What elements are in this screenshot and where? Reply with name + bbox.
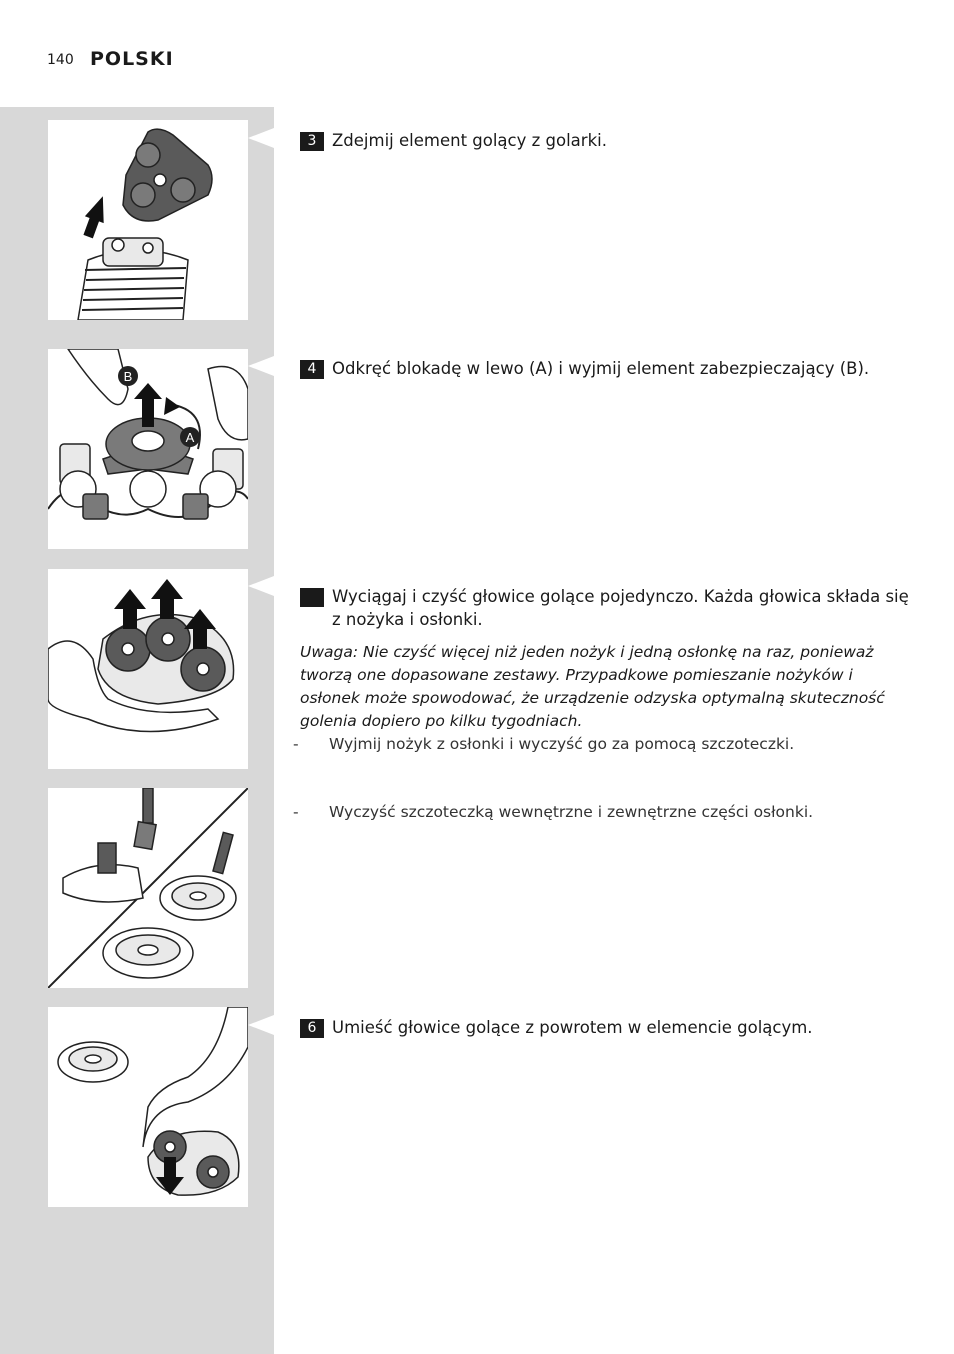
bullet-clean-cutter: [293, 733, 913, 755]
step-6: [300, 1016, 910, 1039]
bullet-clean-guard: [293, 801, 913, 823]
bullet-dash: -: [293, 735, 299, 753]
step-4: [300, 357, 910, 380]
figure-unlock-retaining-frame: [48, 349, 248, 549]
pointer-triangle: [248, 576, 274, 596]
section-language-title: POLSKI: [90, 48, 174, 70]
step-text: Wyciągaj i czyść głowice golące pojedynczo. Każda głowica składa się z nożyka i osłonki.: [332, 587, 909, 629]
step-number: 5: [300, 588, 324, 607]
step-number: 3: [300, 132, 324, 151]
step-text: Zdejmij element golący z golarki.: [332, 131, 607, 150]
figure-reinsert-shaving-heads: [48, 1007, 248, 1207]
bullet-text: Wyjmij nożyk z osłonki i wyczyść go za pomocą szczoteczki.: [329, 735, 795, 753]
bullet-dash: -: [293, 803, 299, 821]
figure-remove-shaving-heads: [48, 569, 248, 769]
pointer-triangle: [248, 1015, 274, 1035]
label-b: B: [123, 369, 133, 384]
pointer-triangle: [248, 356, 274, 376]
step-5: [291, 585, 910, 631]
bullet-text: Wyczyść szczoteczką wewnętrzne i zewnętrzne części osłonki.: [329, 803, 814, 821]
step-text: Umieść głowice golące z powrotem w elemencie golącym.: [332, 1018, 813, 1037]
step-3: [300, 129, 910, 152]
note-text: Uwaga: Nie czyść więcej niż jeden nożyk i jedną osłonkę na raz, ponieważ tworzą one dopasowane zestawy. Przypadkowe pomieszanie nożyków i osłonek może spowodować, że urządzenie odzyska optymalną skuteczność golenia dopiero po kilku tygodniach.: [300, 643, 885, 730]
pointer-triangle: [248, 128, 274, 148]
step-number: 6: [300, 1019, 324, 1038]
step-text: Odkręć blokadę w lewo (A) i wyjmij element zabezpieczający (B).: [332, 359, 870, 378]
page-number: 140: [47, 52, 74, 68]
step-number: 4: [300, 360, 324, 379]
label-a: A: [185, 430, 195, 445]
figure-clean-cutter-guard: [48, 788, 248, 988]
figure-remove-shaving-unit: [48, 120, 248, 320]
